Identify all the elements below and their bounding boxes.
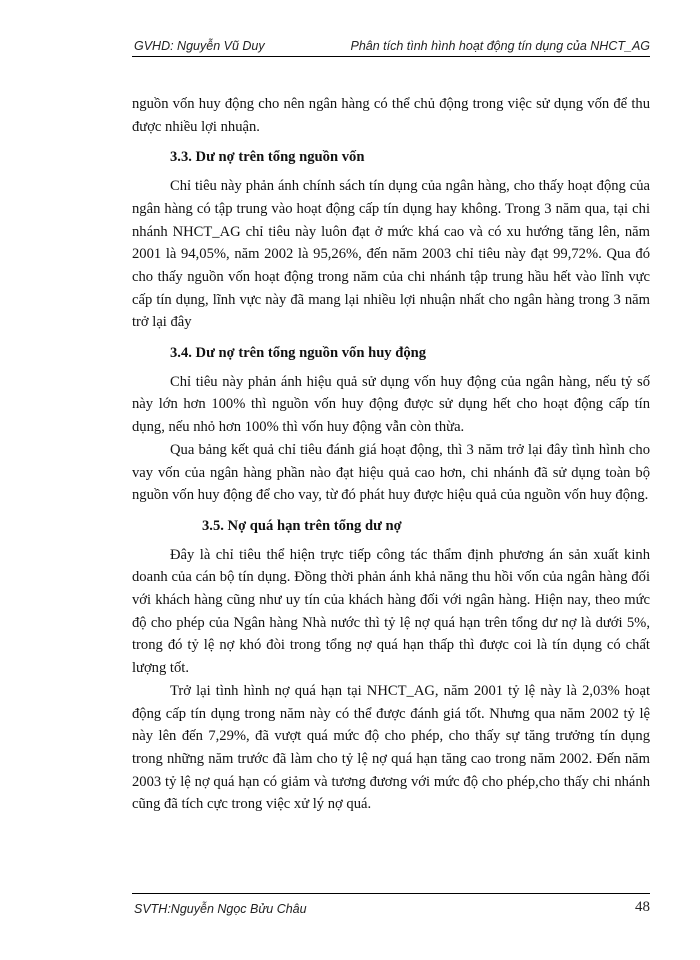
page-footer	[132, 893, 650, 920]
page-body	[132, 93, 650, 816]
page-header	[132, 36, 650, 57]
paragraph-3-5-a: Đây là chỉ tiêu thể hiện trực tiếp công tác thẩm định phương án sản xuất kinh doanh của cán bộ tín dụng. Đồng thời phản ánh khả năng thu hồi vốn của ngân hàng đối với khách hàng cũng như uy tín của khách hàng đối với ngân hàng. Hiện nay, theo mức độ cho phép của Ngân hàng Nhà nước thì tỷ lệ nợ quá hạn trên tổng dư nợ là dưới 5%, trong đó tỷ lệ nợ khó đòi trong tổng nợ quá hạn thấp thì được coi là tín dụng có chất lượng tốt.	[132, 546, 650, 677]
section-heading-3-5: 3.5. Nợ quá hạn trên tổng dư nợ	[202, 517, 402, 534]
header-title: Phân tích tình hình hoạt động tín dụng của NHCT_AG	[350, 39, 650, 53]
paragraph-3-5-b: Trở lại tình hình nợ quá hạn tại NHCT_AG, năm 2001 tỷ lệ này là 2,03% hoạt động cấp tín dụng trong năm này có thể được đánh giá tốt. Nhưng qua năm 2002 tỷ lệ này lên đến 7,29%, đã vượt quá mức độ cho phép, cho thấy sự tăng trưởng tín dụng trong những năm trước đã làm cho tỷ lệ nợ quá hạn tăng cao trong năm 2002. Đến năm 2003 tỷ lệ nợ quá hạn có giảm và tương đương với mức độ cho phép,cho thấy chi nhánh cũng đã tích cực trong việc xử lý nợ quá.	[132, 682, 650, 813]
paragraph-continuation: nguồn vốn huy động cho nên ngân hàng có thể chủ động trong việc sử dụng vốn để thu được nhiều lợi nhuận.	[132, 96, 650, 135]
header-advisor: GVHD: Nguyễn Vũ Duy	[134, 39, 265, 53]
paragraph-3-4-a: Chỉ tiêu này phản ánh hiệu quả sử dụng vốn huy động của ngân hàng, nếu tỷ số này lớn hơn 100% thì nguồn vốn huy động được sử dụng hết cho hoạt động cấp tín dụng, nếu nhỏ hơn 100% thì vốn huy động vẫn còn thừa.	[132, 373, 650, 436]
footer-student: SVTH:Nguyễn Ngọc Bửu Châu	[134, 902, 307, 916]
paragraph-3-4-b: Qua bảng kết quả chỉ tiêu đánh giá hoạt động, thì 3 năm trở lại đây tình hình cho vay vốn của ngân hàng phần nào đạt hiệu quả cao hơn, chi nhánh đã sử dụng toàn bộ nguồn vốn huy động để cho vay, từ đó phát huy được hiệu quả của nguồn vốn huy động.	[132, 441, 650, 504]
paragraph-3-3: Chỉ tiêu này phản ánh chính sách tín dụng của ngân hàng, cho thấy hoạt động của ngân hàng có tập trung vào hoạt động cấp tín dụng hay không. Trong 3 năm qua, tại chi nhánh NHCT_AG chỉ tiêu này luôn đạt ở mức khá cao và có xu hướng tăng lên, năm 2001 là 94,05%, năm 2002 là 95,26%, đến năm 2003 chỉ tiêu này đạt 99,72%. Qua đó cho thấy nguồn vốn hoạt động trong năm của chi nhánh tập trung hầu hết vào lĩnh vực cấp tín dụng, lĩnh vực này đã mang lại nhiều lợi nhuận nhất cho ngân hàng trong 3 năm trở lại đây	[132, 178, 650, 331]
section-heading-3-3: 3.3. Dư nợ trên tổng nguồn vốn	[170, 149, 365, 166]
section-heading-3-4: 3.4. Dư nợ trên tổng nguồn vốn huy động	[170, 345, 427, 362]
page-number: 48	[635, 899, 650, 915]
